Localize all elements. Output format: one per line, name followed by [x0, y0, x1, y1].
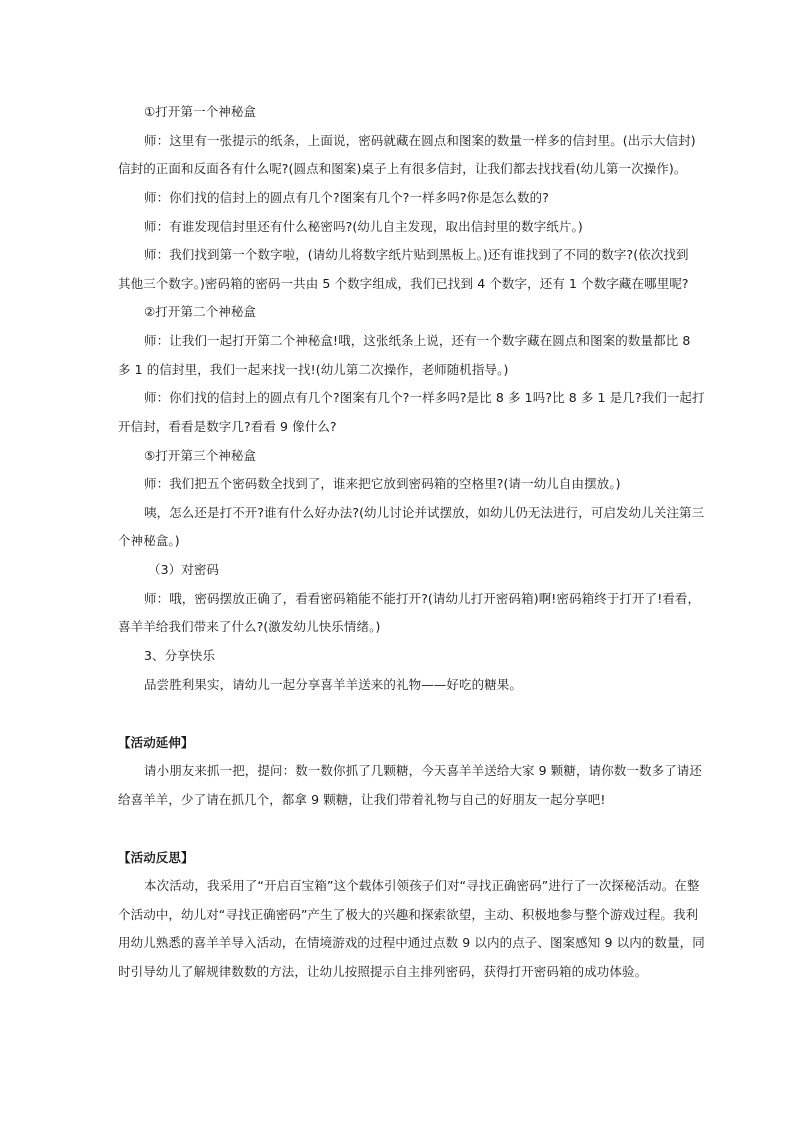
paragraph-line: 信封的正面和反面各有什么呢?(圆点和图案)桌子上有很多信封，让我们都去找找看(幼儿第一次操作)。	[118, 161, 687, 176]
paragraph-line: 时引导幼儿了解规律数数的方法，让幼儿按照提示自主排列密码，获得打开密码箱的成功体验。	[118, 964, 648, 979]
paragraph-line: 师：我们把五个密码数全找到了，谁来把它放到密码箱的空格里?(请一幼儿自由摆放。)	[144, 476, 621, 491]
paragraph-line: 个活动中，幼儿对“寻找正确密码”产生了极大的兴趣和探索欲望，主动、积极地参与整个游戏过程。我利	[118, 907, 699, 922]
section-heading-box-1: ①打开第一个神秘盒	[144, 104, 257, 119]
paragraph-line: 请小朋友来抓一把，提问：数一数你抓了几颗糖，今天喜羊羊送给大家 9 颗糖，请你数一数多了请还	[144, 763, 703, 778]
section-heading-box-2: ②打开第二个神秘盒	[144, 304, 257, 319]
paragraph-line: 其他三个数字。)密码箱的密码一共由 5 个数字组成，我们已找到 4 个数字，还有 1 个数字藏在哪里呢?	[118, 276, 689, 291]
section-heading-share-joy: 3、分享快乐	[144, 648, 216, 663]
paragraph-line: 个神秘盒。)	[118, 533, 180, 548]
paragraph-line: 喜羊羊给我们带来了什么?(激发幼儿快乐情绪。)	[118, 619, 381, 634]
paragraph-line: 多 1 的信封里，我们一起来找一找!(幼儿第二次操作，老师随机指导。)	[118, 362, 509, 377]
paragraph-line: 品尝胜利果实，请幼儿一起分享喜羊羊送来的礼物——好吃的糖果。	[144, 677, 523, 692]
paragraph-line: 师：让我们一起打开第二个神秘盒!哦，这张纸条上说，还有一个数字藏在圆点和图案的数量都比 8	[144, 333, 691, 348]
section-title-activity-reflection: 【活动反思】	[118, 850, 194, 865]
paragraph-line: 师：我们找到第一个数字啦，(请幼儿将数字纸片贴到黑板上。)还有谁找到了不同的数字?(依次找到	[144, 247, 689, 262]
paragraph-line: 师：这里有一张提示的纸条，上面说，密码就藏在圆点和图案的数量一样多的信封里。(出示大信封)	[144, 133, 696, 148]
section-heading-match-password: （3）对密码	[148, 562, 220, 577]
paragraph-line: 师：你们找的信封上的圆点有几个?图案有几个?一样多吗?你是怎么数的?	[144, 190, 549, 205]
paragraph-line: 师：你们找的信封上的圆点有几个?图案有几个?一样多吗?是比 8 多 1吗?比 8 多 1 是几?我们一起打	[144, 390, 705, 405]
paragraph-line: 用幼儿熟悉的喜羊羊导入活动，在情境游戏的过程中通过点数 9 以内的点子、图案感知 9 以内的数量，同	[118, 935, 705, 950]
paragraph-line: 咦，怎么还是打不开?谁有什么好办法?(幼儿讨论并试摆放，如幼儿仍无法进行，可启发幼儿关注第三	[144, 505, 705, 520]
paragraph-line: 给喜羊羊，少了请在抓几个，都拿 9 颗糖，让我们带着礼物与自己的好朋友一起分享吧!	[118, 792, 606, 807]
paragraph-line: 师：有谁发现信封里还有什么秘密吗?(幼儿自主发现，取出信封里的数字纸片。)	[144, 219, 583, 234]
section-heading-box-3: ⑤打开第三个神秘盒	[144, 448, 257, 463]
section-title-activity-extension: 【活动延伸】	[118, 735, 194, 750]
paragraph-line: 本次活动，我采用了“开启百宝箱”这个载体引领孩子们对“寻找正确密码”进行了一次探秘活动。在整	[144, 878, 700, 893]
paragraph-line: 开信封，看看是数字几?看看 9 像什么?	[118, 419, 337, 434]
paragraph-line: 师：哦，密码摆放正确了，看看密码箱能不能打开?(请幼儿打开密码箱)啊!密码箱终于打开了!看看，	[144, 591, 701, 606]
